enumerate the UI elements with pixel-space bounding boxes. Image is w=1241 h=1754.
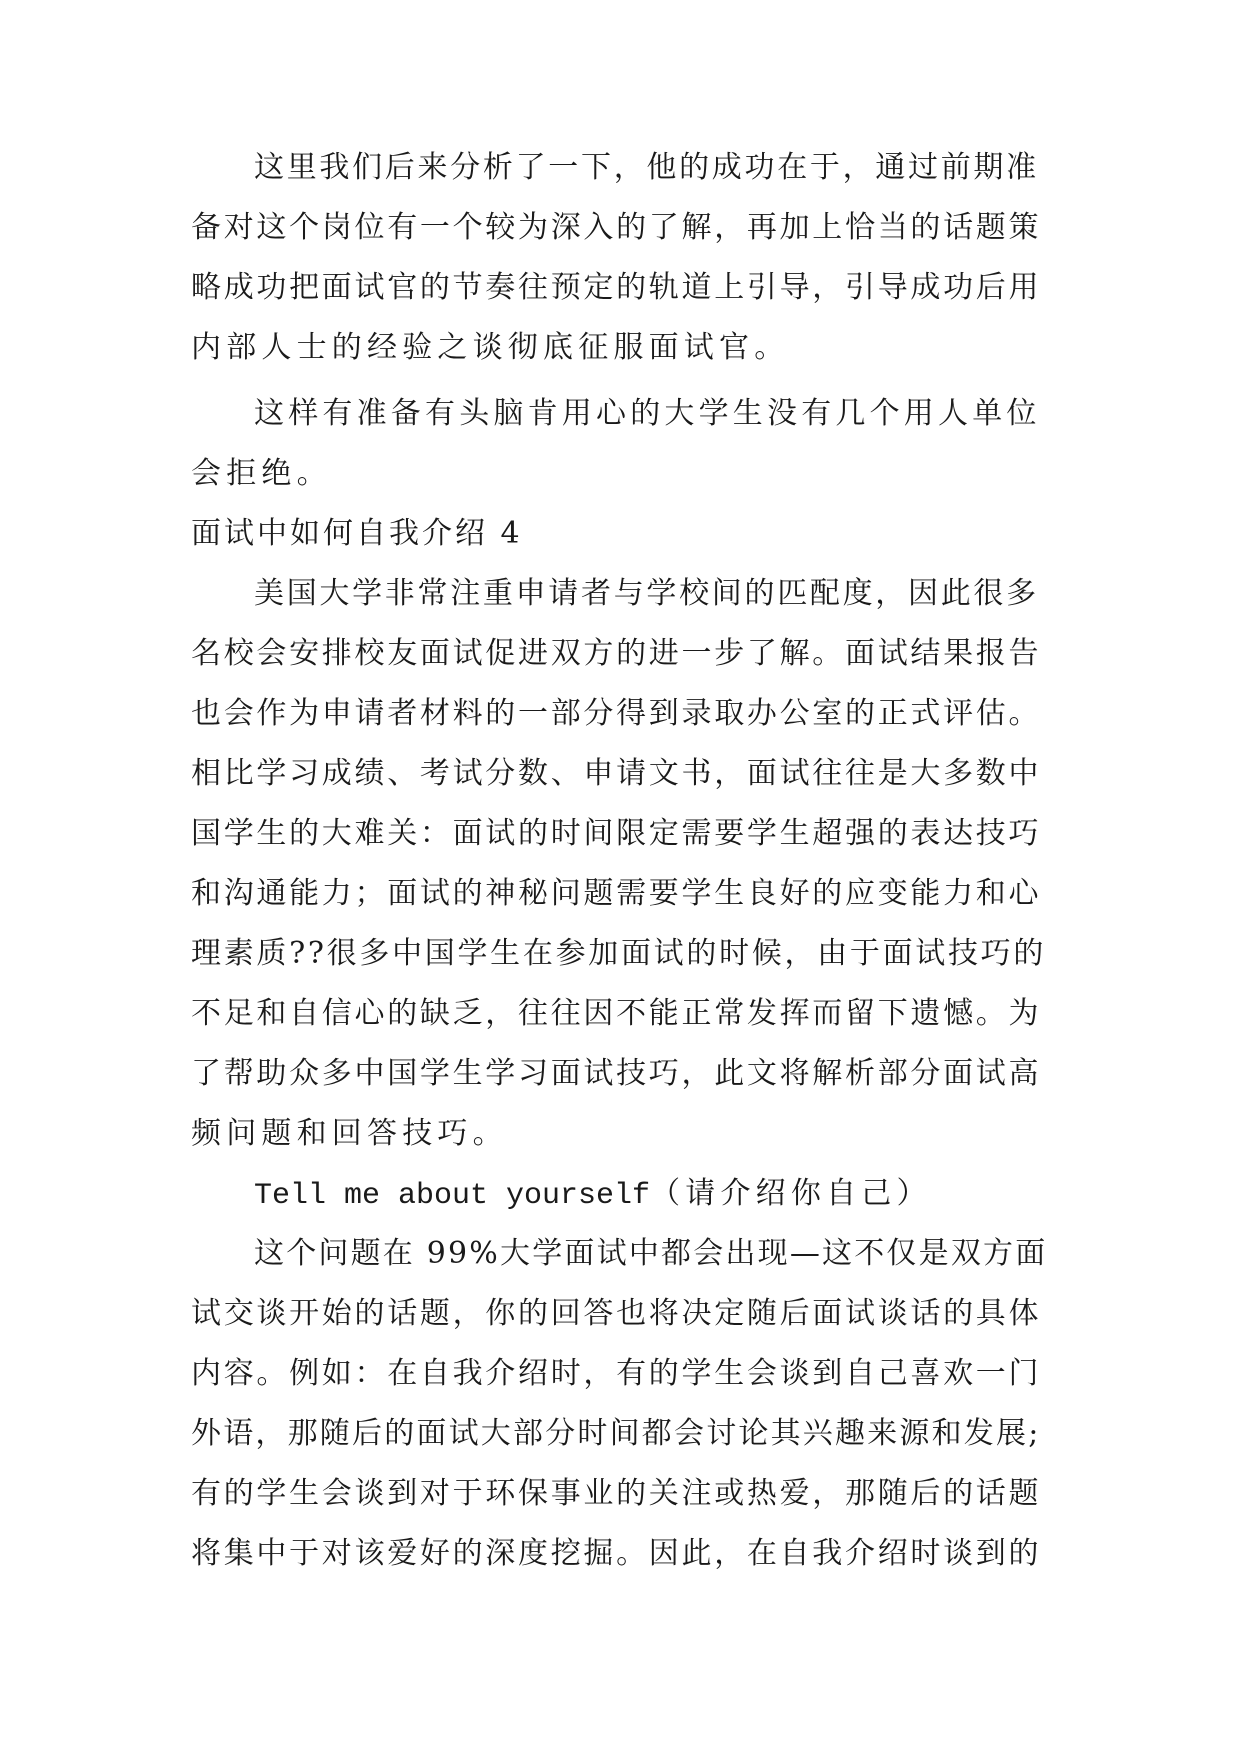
paragraph-line: 也会作为申请者材料的一部分得到录取办公室的正式评估。 xyxy=(191,696,1042,731)
paragraph-line: 了帮助众多中国学生学习面试技巧，此文将解析部分面试高 xyxy=(191,1056,1042,1091)
paragraph-line: 相比学习成绩、考试分数、申请文书，面试往往是大多数中 xyxy=(191,756,1042,791)
paragraph-line: 这样有准备有头脑肯用心的大学生没有几个用人单位 xyxy=(254,396,1041,431)
paragraph-line: 频问题和回答技巧。 xyxy=(191,1116,508,1151)
paragraph-line: 和沟通能力；面试的神秘问题需要学生良好的应变能力和心 xyxy=(191,876,1042,911)
paragraph-line: 备对这个岗位有一个较为深入的了解，再加上恰当的话题策 xyxy=(191,210,1042,245)
paragraph-line: 试交谈开始的话题，你的回答也将决定随后面试谈话的具体 xyxy=(191,1296,1042,1331)
paragraph-line: 不足和自信心的缺乏，往往因不能正常发挥而留下遗憾。为 xyxy=(191,996,1042,1031)
paragraph-line: 会拒绝。 xyxy=(191,456,332,491)
paragraph-line: 外语，那随后的面试大部分时间都会讨论其兴趣来源和发展; xyxy=(191,1416,1041,1451)
paragraph-line: 略成功把面试官的节奏往预定的轨道上引导，引导成功后用 xyxy=(191,270,1042,305)
paragraph-line: 内容。例如：在自我介绍时，有的学生会谈到自己喜欢一门 xyxy=(191,1356,1042,1391)
paragraph-line: 名校会安排校友面试促进双方的进一步了解。面试结果报告 xyxy=(191,636,1042,671)
paragraph-line: 有的学生会谈到对于环保事业的关注或热爱，那随后的话题 xyxy=(191,1476,1042,1511)
paragraph-line: 美国大学非常注重申请者与学校间的匹配度，因此很多 xyxy=(254,576,1039,611)
paragraph-line: 这里我们后来分析了一下，他的成功在于，通过前期准 xyxy=(254,150,1039,185)
paragraph-line: 理素质??很多中国学生在参加面试的时候，由于面试技巧的 xyxy=(191,936,1047,971)
paragraph-line: 内部人士的经验之谈彻底征服面试官。 xyxy=(191,330,790,365)
section-heading: 面试中如何自我介绍 4 xyxy=(191,516,523,551)
subheading-line xyxy=(254,1174,932,1216)
subheading-chinese: （请介绍你自己） xyxy=(650,1176,932,1211)
paragraph-line: 将集中于对该爱好的深度挖掘。因此，在自我介绍时谈到的 xyxy=(191,1536,1042,1571)
paragraph-line: 这个问题在 99%大学面试中都会出现—这不仅是双方面 xyxy=(254,1236,1048,1271)
subheading-english: Tell me about yourself xyxy=(254,1179,651,1213)
paragraph-line: 国学生的大难关：面试的时间限定需要学生超强的表达技巧 xyxy=(191,816,1042,851)
